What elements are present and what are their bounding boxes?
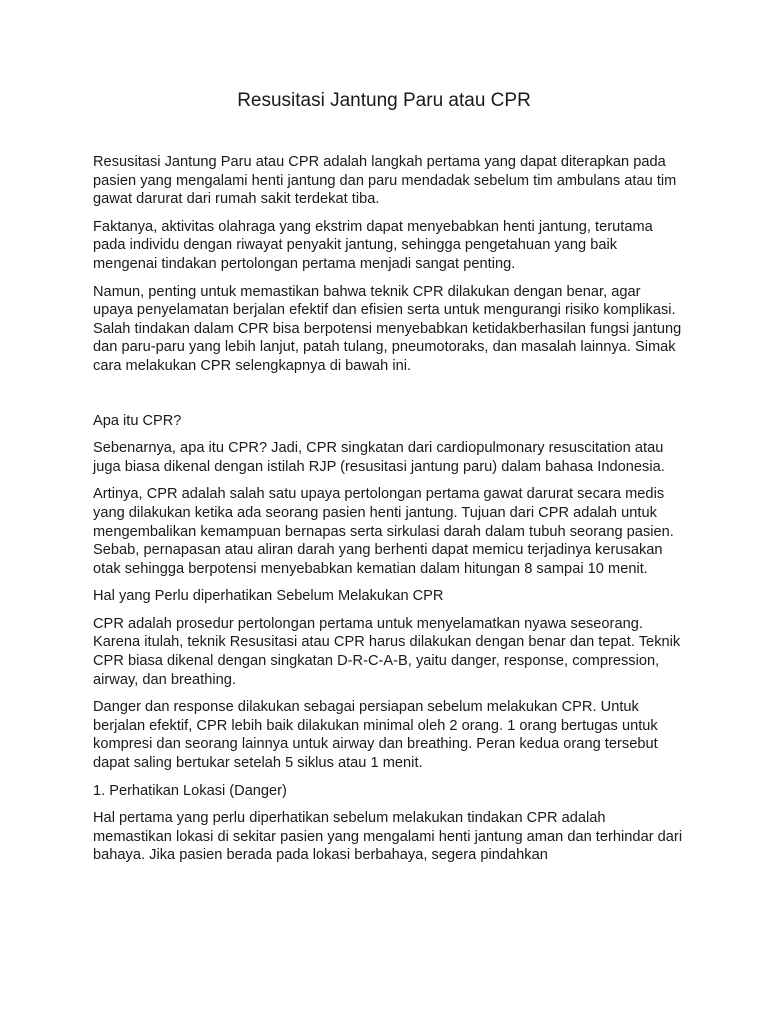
section-paragraph: Artinya, CPR adalah salah satu upaya pertolongan pertama gawat darurat secara medis yang dilakukan ketika ada seorang pasien henti jantung. Tujuan dari CPR adalah untuk mengembalikan kemampuan bernapas serta sirkulasi darah dalam tubuh seorang pasien. Sebab, pernapasan atau aliran darah yang berhenti dapat memicu terjadinya kerusakan otak sehingga berpotensi menyebabkan kematian dalam hitungan 8 sampai 10 menit. [93,486,674,577]
document-body [93,153,683,874]
intro-paragraph: Faktanya, aktivitas olahraga yang ekstrim dapat menyebabkan henti jantung, terutama pada individu dengan riwayat penyakit jantung, sehingga pengetahuan yang baik mengenai tindakan pertolongan pertama menjadi sangat penting. [93,218,653,272]
section-paragraph: Hal pertama yang perlu diperhatikan sebelum melakukan tindakan CPR adalah memastikan lokasi di sekitar pasien yang mengalami henti jantung aman dan terhindar dari bahaya. Jika pasien berada pada lokasi berbahaya, segera pindahkan [93,810,683,864]
section-paragraph: Sebenarnya, apa itu CPR? Jadi, CPR singkatan dari cardiopulmonary resuscitation atau juga biasa dikenal dengan istilah RJP (resusitasi jantung paru) dalam bahasa Indonesia. [93,440,665,475]
intro-paragraph: Resusitasi Jantung Paru atau CPR adalah langkah pertama yang dapat diterapkan pada pasien yang mengalami henti jantung dan paru mendadak sebelum tim ambulans atau tim gawat darurat dari rumah sakit terdekat tiba. [93,154,677,208]
intro-paragraph: Namun, penting untuk memastikan bahwa teknik CPR dilakukan dengan benar, agar upaya penyelamatan berjalan efektif dan efisien serta untuk mengurangi risiko komplikasi. Salah tindakan dalam CPR bisa berpotensi menyebabkan ketidakberhasilan fungsi jantung dan paru-paru yang lebih lanjut, patah tulang, pneumotoraks, dan masalah lainnya. Simak cara melakukan CPR selengkapnya di bawah ini. [93,283,682,374]
section-heading-danger: 1. Perhatikan Lokasi (Danger) [93,782,287,799]
section-paragraph: Danger dan response dilakukan sebagai persiapan sebelum melakukan CPR. Untuk berjalan efektif, CPR lebih baik dilakukan minimal oleh 2 orang. 1 orang bertugas untuk kompresi dan seorang lainnya untuk airway dan breathing. Peran kedua orang tersebut dapat saling bertukar setelah 5 siklus atau 1 menit. [93,699,658,772]
document-title: Resusitasi Jantung Paru atau CPR [237,90,531,111]
section-heading-before-cpr: Hal yang Perlu diperhatikan Sebelum Melakukan CPR [93,588,444,605]
section-spacer [93,385,683,412]
section-paragraph: CPR adalah prosedur pertolongan pertama untuk menyelamatkan nyawa seseorang. Karena itulah, teknik Resusitasi atau CPR harus dilakukan dengan benar dan tepat. Teknik CPR biasa dikenal dengan singkatan D-R-C-A-B, yaitu danger, response, compression, airway, dan breathing. [93,615,681,688]
section-heading-what-is-cpr: Apa itu CPR? [93,412,182,429]
